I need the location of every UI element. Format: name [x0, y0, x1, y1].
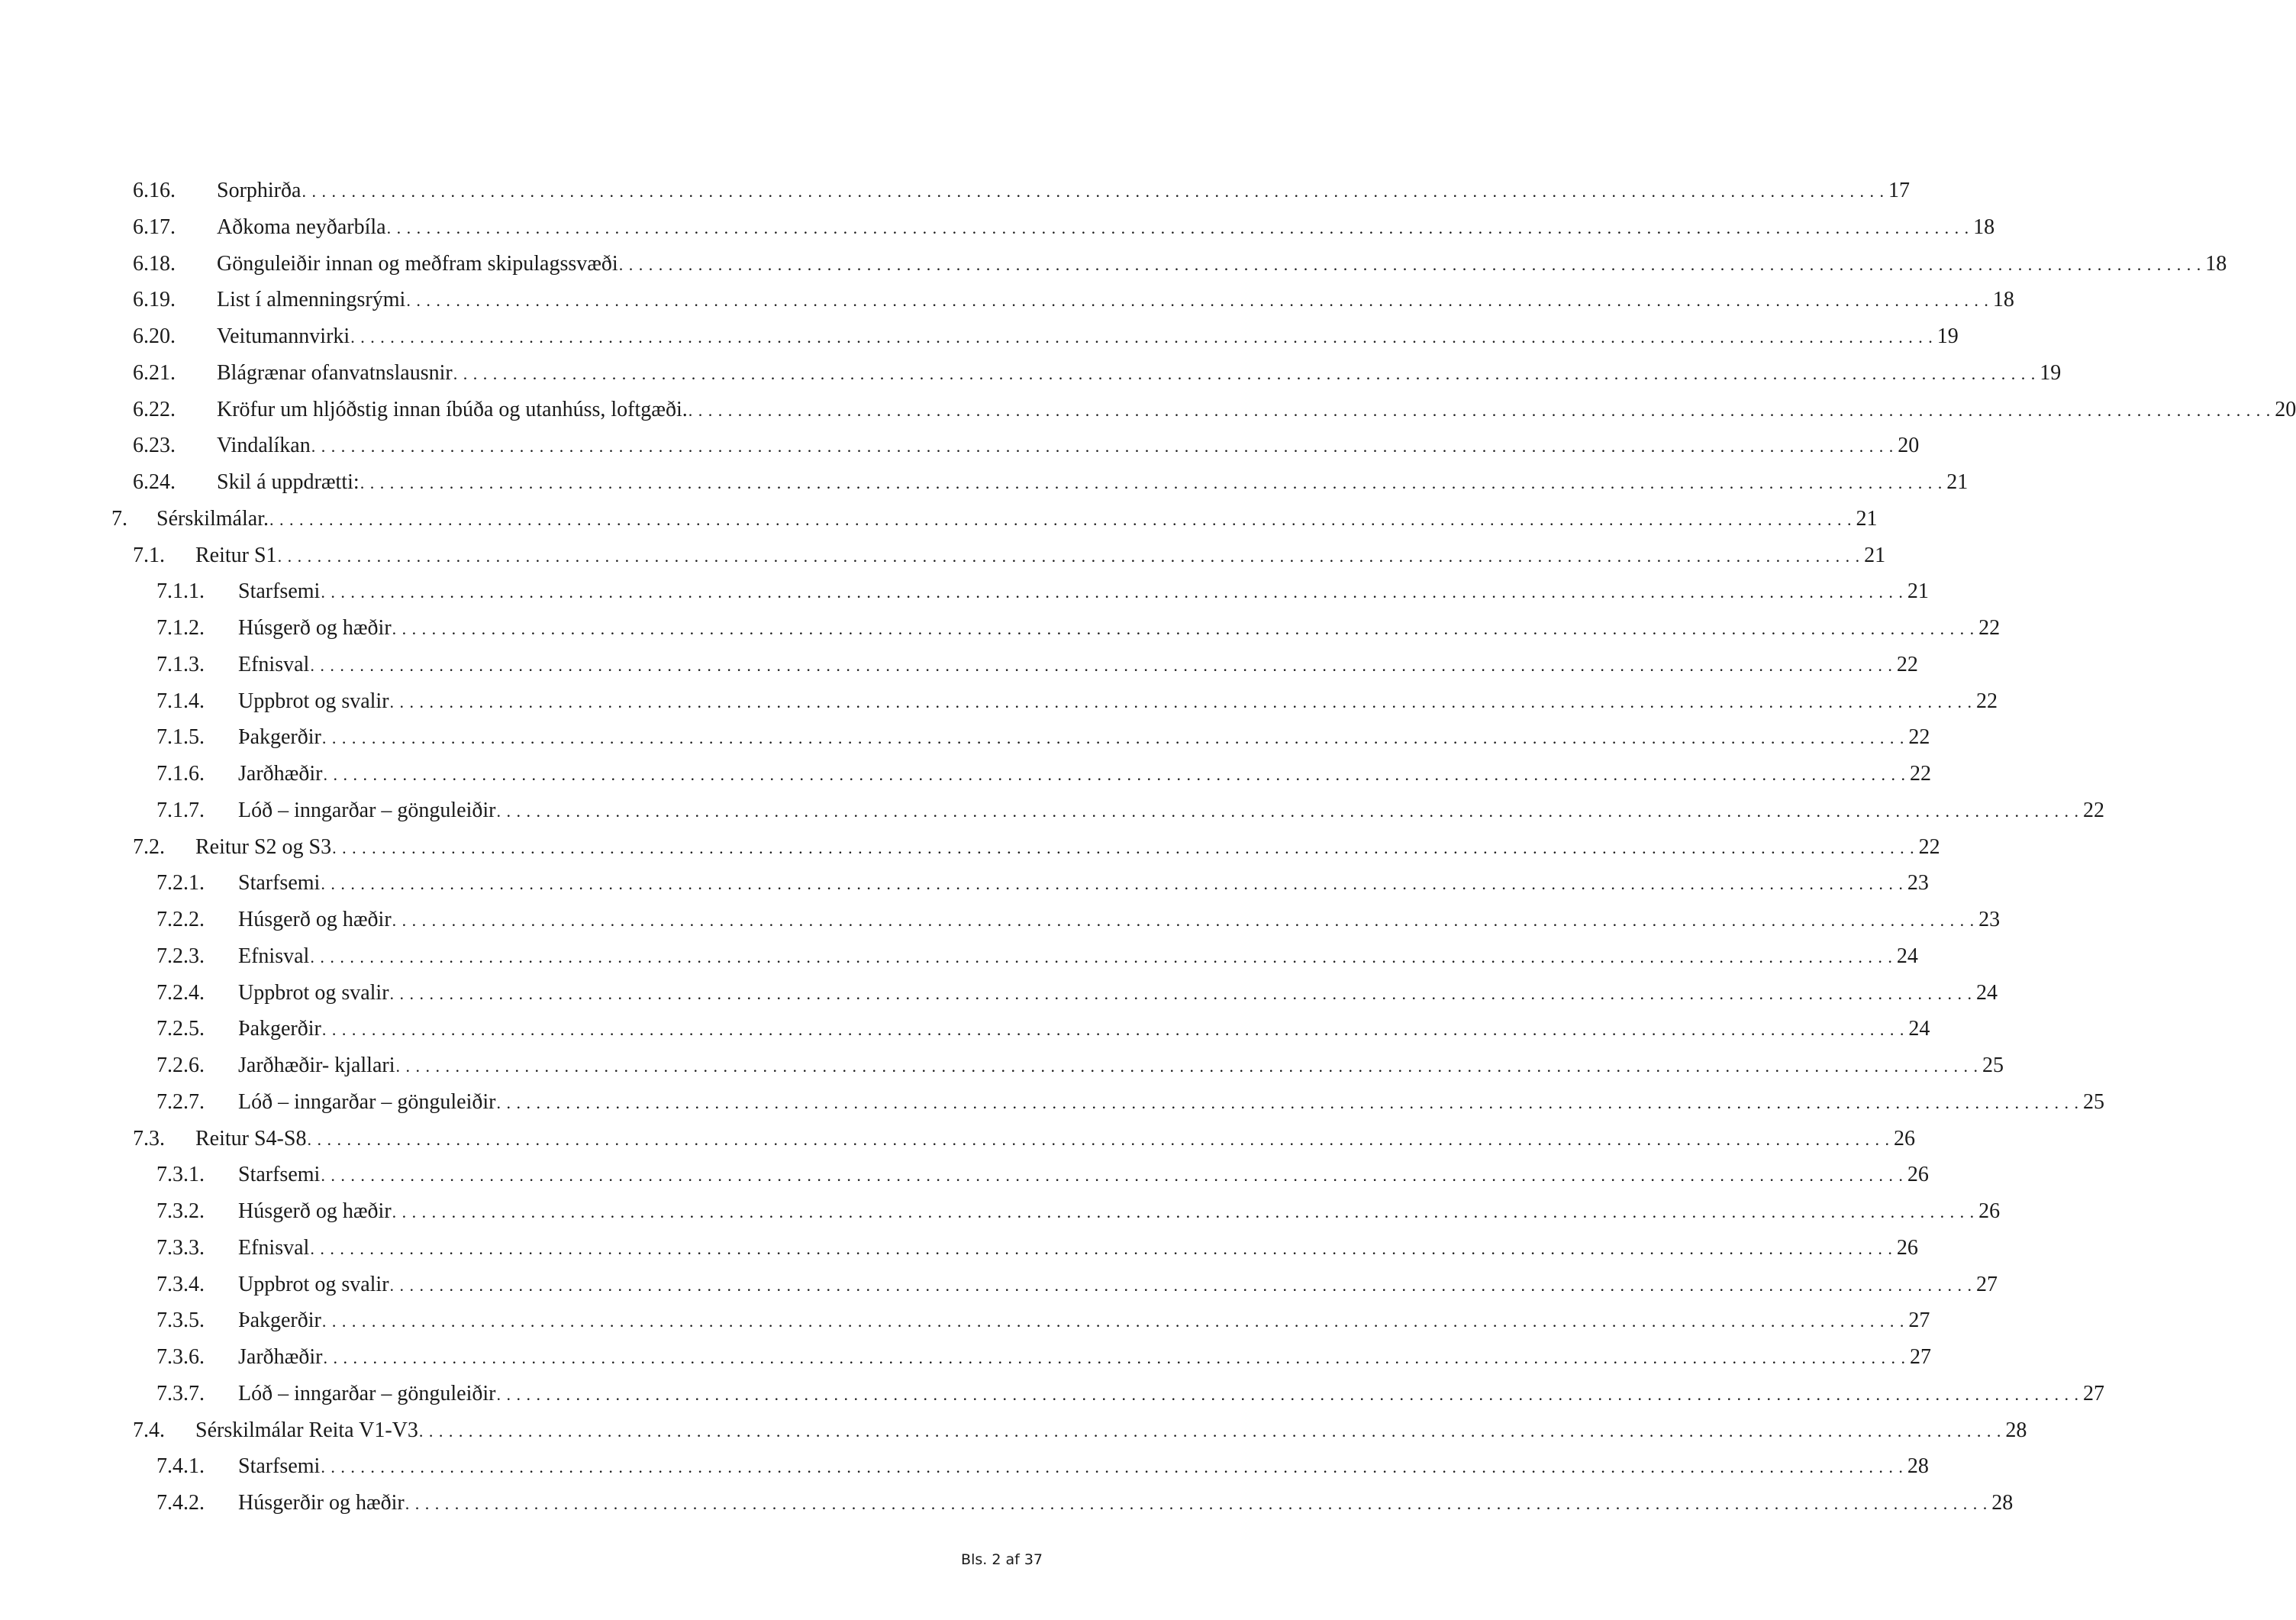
toc-dot-leader: . . . . . . . . . . . . . . . . . . . . . . . . . . . . . . . . . . . . . . . . . . . . . . . . . . . . . . . . . . . . . . . . . . . . . . . . . . . . . . . . . . . . . . . . . . . . . . . . . . . . . . . . . . . . . . . . . . . . . . . . . . . . . . . . . . . . . . . . . . . . . . . . . . . . . . . . . . . . . . . . — [392, 1202, 1975, 1221]
toc-entry[interactable] — [0, 1047, 2004, 1084]
toc-dot-leader: . . . . . . . . . . . . . . . . . . . . . . . . . . . . . . . . . . . . . . . . . . . . . . . . . . . . . . . . . . . . . . . . . . . . . . . . . . . . . . . . . . . . . . . . . . . . . . . . . . . . . . . . . . . . . . . . . . . . . . . . . . . . . . . . . . . . . . . . . . . . . . . . . . . . . . . . . . . . . . . . — [350, 328, 1933, 347]
toc-dot-leader: . . . . . . . . . . . . . . . . . . . . . . . . . . . . . . . . . . . . . . . . . . . . . . . . . . . . . . . . . . . . . . . . . . . . . . . . . . . . . . . . . . . . . . . . . . . . . . . . . . . . . . . . . . . . . . . . . . . . . . . . . . . . . . . . . . . . . . . . . . . . . . . . . . . . . . . . . . . . . . . . — [360, 473, 1943, 492]
toc-entry[interactable] — [0, 975, 1998, 1012]
toc-entry-page: 22 — [1896, 652, 1918, 676]
toc-entry-title: Gönguleiðir innan og meðfram skipulagssvæði — [217, 246, 618, 282]
toc-dot-leader: . . . . . . . . . . . . . . . . . . . . . . . . . . . . . . . . . . . . . . . . . . . . . . . . . . . . . . . . . . . . . . . . . . . . . . . . . . . . . . . . . . . . . . . . . . . . . . . . . . . . . . . . . . . . . . . . . . . . . . . . . . . . . . . . . . . . . . . . . . . . . . . . . . . . . . . . . . . . . . . . — [406, 291, 1989, 311]
toc-entry[interactable] — [0, 610, 2001, 647]
toc-entry[interactable] — [0, 1230, 1918, 1267]
toc-entry-page: 22 — [2082, 798, 2104, 822]
toc-dot-leader: . . . . . . . . . . . . . . . . . . . . . . . . . . . . . . . . . . . . . . . . . . . . . . . . . . . . . . . . . . . . . . . . . . . . . . . . . . . . . . . . . . . . . . . . . . . . . . . . . . . . . . . . . . . . . . . . . . . . . . . . . . . . . . . . . . . . . . . . . . . . . . . . . . . . . . . . . . . . . . . . — [405, 1494, 1988, 1513]
page-footer — [961, 1551, 1043, 1568]
toc-entry-title: Lóð – inngarðar – gönguleiðir — [238, 1084, 495, 1121]
toc-entry-page: 22 — [1976, 689, 1998, 713]
toc-entry-number: 7.1.4. — [156, 689, 205, 713]
toc-entry-title: Þakgerðir — [238, 719, 321, 756]
toc-entry-page: 22 — [1918, 834, 1940, 859]
toc-dot-leader: . . . . . . . . . . . . . . . . . . . . . . . . . . . . . . . . . . . . . . . . . . . . . . . . . . . . . . . . . . . . . . . . . . . . . . . . . . . . . . . . . . . . . . . . . . . . . . . . . . . . . . . . . . . . . . . . . . . . . . . . . . . . . . . . . . . . . . . . . . . . . . . . . . . . . . . . . . . . . . . . — [392, 619, 1975, 638]
toc-entry-number: 7.1.5. — [156, 725, 205, 750]
toc-entry-page: 26 — [1907, 1163, 1929, 1187]
page-number-label: Bls. 2 af 37 — [961, 1551, 1043, 1568]
toc-entry-page: 28 — [2005, 1418, 2027, 1442]
toc-entry[interactable] — [0, 792, 2104, 829]
toc-entry-page: 23 — [1978, 908, 2001, 931]
toc-entry-page: 18 — [2205, 251, 2227, 276]
toc-entry-number: 7.3.6. — [156, 1345, 205, 1369]
toc-entry-line — [217, 428, 1920, 465]
toc-entry-title: Húsgerð og hæðir — [238, 1193, 392, 1230]
toc-entry[interactable] — [0, 683, 1998, 720]
toc-entry[interactable] — [0, 428, 1920, 464]
toc-entry-page: 22 — [1978, 616, 2001, 640]
toc-entry[interactable] — [0, 756, 1931, 792]
toc-entry-line — [238, 1376, 2104, 1413]
toc-entry-title: Uppbrot og svalir — [238, 1267, 389, 1303]
toc-entry-line — [195, 829, 1940, 866]
toc-entry-title: Reitur S2 og S3 — [195, 829, 331, 866]
toc-entry-title: Starfsemi — [238, 573, 320, 610]
toc-entry-line — [238, 573, 1929, 611]
table-of-contents — [0, 173, 2296, 1522]
toc-entry-number: 7.1.6. — [156, 762, 205, 786]
toc-dot-leader: . . . . . . . . . . . . . . . . . . . . . . . . . . . . . . . . . . . . . . . . . . . . . . . . . . . . . . . . . . . . . . . . . . . . . . . . . . . . . . . . . . . . . . . . . . . . . . . . . . . . . . . . . . . . . . . . . . . . . . . . . . . . . . . . . . . . . . . . . . . . . . . . . . . . . . . . . . . . . . . . — [302, 182, 1885, 201]
toc-entry-line — [217, 173, 1910, 210]
toc-entry-title: Starfsemi — [238, 1157, 320, 1193]
toc-dot-leader: . . . . . . . . . . . . . . . . . . . . . . . . . . . . . . . . . . . . . . . . . . . . . . . . . . . . . . . . . . . . . . . . . . . . . . . . . . . . . . . . . . . . . . . . . . . . . . . . . . . . . . . . . . . . . . . . . . . . . . . . . . . . . . . . . . . . . . . . . . . . . . . . . . . . . . . . . . . . . . . . — [688, 400, 2272, 420]
toc-entry-line — [217, 355, 2062, 392]
toc-dot-leader: . . . . . . . . . . . . . . . . . . . . . . . . . . . . . . . . . . . . . . . . . . . . . . . . . . . . . . . . . . . . . . . . . . . . . . . . . . . . . . . . . . . . . . . . . . . . . . . . . . . . . . . . . . . . . . . . . . . . . . . . . . . . . . . . . . . . . . . . . . . . . . . . . . . . . . . . . . . . . . . . — [418, 1421, 2002, 1441]
toc-entry-title: Starfsemi — [238, 1448, 320, 1485]
toc-entry-title: Efnisval — [238, 647, 309, 683]
toc-entry-title: Sérskilmálar. — [156, 501, 269, 537]
toc-entry-line — [238, 1230, 1918, 1267]
toc-entry-title: Skil á uppdrætti: — [217, 464, 360, 501]
toc-dot-leader: . . . . . . . . . . . . . . . . . . . . . . . . . . . . . . . . . . . . . . . . . . . . . . . . . . . . . . . . . . . . . . . . . . . . . . . . . . . . . . . . . . . . . . . . . . . . . . . . . . . . . . . . . . . . . . . . . . . . . . . . . . . . . . . . . . . . . . . . . . . . . . . . . . . . . . . . . . . . . . . . — [321, 728, 1905, 748]
toc-entry[interactable] — [0, 573, 1929, 610]
toc-entry-number: 7.3.5. — [156, 1309, 205, 1333]
toc-entry[interactable] — [0, 1448, 1929, 1485]
toc-dot-leader: . . . . . . . . . . . . . . . . . . . . . . . . . . . . . . . . . . . . . . . . . . . . . . . . . . . . . . . . . . . . . . . . . . . . . . . . . . . . . . . . . . . . . . . . . . . . . . . . . . . . . . . . . . . . . . . . . . . . . . . . . . . . . . . . . . . . . . . . . . . . . . . . . . . . . . . . . . . . . . . . — [389, 1275, 1973, 1295]
toc-entry-line — [238, 1011, 1930, 1048]
toc-entry-page: 24 — [1976, 980, 1998, 1005]
toc-entry-page: 21 — [1864, 543, 1886, 567]
toc-entry-line — [238, 1339, 1931, 1376]
toc-entry[interactable] — [0, 318, 1959, 355]
toc-entry-number: 7.2.4. — [156, 980, 205, 1005]
toc-entry-number: 7.3.7. — [156, 1381, 205, 1405]
toc-entry[interactable] — [0, 865, 1929, 902]
toc-dot-leader: . . . . . . . . . . . . . . . . . . . . . . . . . . . . . . . . . . . . . . . . . . . . . . . . . . . . . . . . . . . . . . . . . . . . . . . . . . . . . . . . . . . . . . . . . . . . . . . . . . . . . . . . . . . . . . . . . . . . . . . . . . . . . . . . . . . . . . . . . . . . . . . . . . . . . . . . . . . . . . . . — [618, 254, 2202, 274]
toc-entry-number: 7.1.7. — [156, 798, 205, 822]
toc-entry-number: 7.2.1. — [156, 871, 205, 896]
toc-entry-number: 6.23. — [133, 434, 176, 458]
toc-entry-number: 6.21. — [133, 360, 176, 385]
toc-entry-page: 20 — [2275, 397, 2296, 421]
toc-entry-title: Efnisval — [238, 1230, 309, 1267]
toc-entry-page: 25 — [2082, 1089, 2104, 1114]
toc-entry-page: 27 — [1976, 1272, 1998, 1296]
toc-entry-page: 24 — [1908, 1017, 1930, 1041]
toc-entry-number: 7.4.1. — [156, 1454, 205, 1479]
toc-entry-line — [238, 1267, 1998, 1304]
toc-entry-title: Efnisval — [238, 938, 309, 975]
toc-entry-line — [238, 647, 1918, 684]
toc-entry-number: 6.19. — [133, 288, 176, 312]
toc-entry-title: Lóð – inngarðar – gönguleiðir — [238, 1376, 495, 1412]
toc-entry-line — [217, 246, 2227, 283]
toc-entry-page: 18 — [1973, 215, 1995, 239]
toc-entry-line — [238, 975, 1998, 1012]
toc-entry-page: 24 — [1896, 944, 1918, 968]
toc-entry-page: 21 — [1946, 470, 1969, 494]
toc-entry-title: Uppbrot og svalir — [238, 683, 389, 720]
toc-entry[interactable] — [0, 1339, 1931, 1376]
toc-entry-number: 7.2.5. — [156, 1017, 205, 1041]
toc-entry-line — [238, 1302, 1930, 1340]
toc-entry[interactable] — [0, 1376, 2104, 1412]
toc-entry-title: Vindalíkan — [217, 428, 311, 464]
toc-entry-page: 21 — [1856, 506, 1878, 531]
toc-dot-leader: . . . . . . . . . . . . . . . . . . . . . . . . . . . . . . . . . . . . . . . . . . . . . . . . . . . . . . . . . . . . . . . . . . . . . . . . . . . . . . . . . . . . . . . . . . . . . . . . . . . . . . . . . . . . . . . . . . . . . . . . . . . . . . . . . . . . . . . . . . . . . . . . . . . . . . . . . . . . . . . . — [496, 1384, 2079, 1404]
toc-dot-leader: . . . . . . . . . . . . . . . . . . . . . . . . . . . . . . . . . . . . . . . . . . . . . . . . . . . . . . . . . . . . . . . . . . . . . . . . . . . . . . . . . . . . . . . . . . . . . . . . . . . . . . . . . . . . . . . . . . . . . . . . . . . . . . . . . . . . . . . . . . . . . . . . . . . . . . . . . . . . . . . . — [321, 582, 1904, 602]
toc-entry-page: 23 — [1907, 871, 1929, 896]
toc-entry-page: 27 — [1908, 1309, 1930, 1333]
toc-entry[interactable] — [0, 902, 2001, 938]
toc-entry[interactable] — [0, 464, 1969, 501]
toc-dot-leader: . . . . . . . . . . . . . . . . . . . . . . . . . . . . . . . . . . . . . . . . . . . . . . . . . . . . . . . . . . . . . . . . . . . . . . . . . . . . . . . . . . . . . . . . . . . . . . . . . . . . . . . . . . . . . . . . . . . . . . . . . . . . . . . . . . . . . . . . . . . . . . . . . . . . . . . . . . . . . . . . — [395, 1057, 1978, 1076]
toc-entry-number: 7.4.2. — [156, 1491, 205, 1515]
toc-entry[interactable] — [0, 392, 2296, 428]
toc-entry[interactable] — [0, 719, 1930, 756]
toc-entry-number: 7.2. — [133, 834, 165, 859]
toc-entry[interactable] — [0, 1267, 1998, 1303]
toc-entry-line — [238, 938, 1918, 976]
toc-entry-line — [238, 1193, 2001, 1231]
toc-entry-title: Sérskilmálar Reita V1-V3 — [195, 1412, 418, 1449]
toc-entry-page: 22 — [1909, 762, 1931, 786]
toc-entry-number: 7.3.1. — [156, 1163, 205, 1187]
toc-entry-number: 7.1.3. — [156, 652, 205, 676]
toc-entry-number: 7.4. — [133, 1418, 165, 1442]
toc-dot-leader: . . . . . . . . . . . . . . . . . . . . . . . . . . . . . . . . . . . . . . . . . . . . . . . . . . . . . . . . . . . . . . . . . . . . . . . . . . . . . . . . . . . . . . . . . . . . . . . . . . . . . . . . . . . . . . . . . . . . . . . . . . . . . . . . . . . . . . . . . . . . . . . . . . . . . . . . . . . . . . . . — [323, 1348, 1906, 1367]
toc-entry-page: 27 — [1909, 1345, 1931, 1369]
toc-entry-number: 7.2.2. — [156, 908, 205, 931]
toc-entry[interactable] — [0, 1011, 1930, 1047]
toc-entry-title: Húsgerð og hæðir — [238, 902, 392, 938]
toc-entry-line — [195, 537, 1886, 575]
toc-entry-title: Sorphirða — [217, 173, 301, 209]
toc-entry[interactable] — [0, 1121, 1915, 1157]
toc-entry[interactable] — [0, 282, 2014, 318]
toc-entry[interactable] — [0, 1157, 1929, 1193]
toc-entry-line — [238, 1084, 2104, 1121]
toc-dot-leader: . . . . . . . . . . . . . . . . . . . . . . . . . . . . . . . . . . . . . . . . . . . . . . . . . . . . . . . . . . . . . . . . . . . . . . . . . . . . . . . . . . . . . . . . . . . . . . . . . . . . . . . . . . . . . . . . . . . . . . . . . . . . . . . . . . . . . . . . . . . . . . . . . . . . . . . . . . . . . . . . — [310, 1238, 1893, 1258]
toc-entry-title: Jarðhæðir- kjallari — [238, 1047, 395, 1084]
toc-entry-title: List í almenningsrými — [217, 282, 405, 318]
toc-entry[interactable] — [0, 246, 2227, 282]
toc-entry-line — [238, 1047, 2004, 1085]
toc-entry-title: Lóð – inngarðar – gönguleiðir — [238, 792, 495, 829]
toc-entry-line — [238, 1485, 2014, 1522]
toc-entry-number: 6.20. — [133, 324, 176, 348]
toc-entry[interactable] — [0, 1302, 1930, 1339]
toc-entry-line — [238, 683, 1998, 721]
toc-dot-leader: . . . . . . . . . . . . . . . . . . . . . . . . . . . . . . . . . . . . . . . . . . . . . . . . . . . . . . . . . . . . . . . . . . . . . . . . . . . . . . . . . . . . . . . . . . . . . . . . . . . . . . . . . . . . . . . . . . . . . . . . . . . . . . . . . . . . . . . . . . . . . . . . . . . . . . . . . . . . . . . . — [321, 1457, 1904, 1477]
toc-entry[interactable] — [0, 1193, 2001, 1230]
toc-entry-page: 21 — [1907, 579, 1929, 604]
toc-entry-line — [238, 902, 2001, 939]
toc-entry-page: 20 — [1898, 434, 1920, 458]
toc-entry-number: 7.1.1. — [156, 579, 205, 604]
toc-dot-leader: . . . . . . . . . . . . . . . . . . . . . . . . . . . . . . . . . . . . . . . . . . . . . . . . . . . . . . . . . . . . . . . . . . . . . . . . . . . . . . . . . . . . . . . . . . . . . . . . . . . . . . . . . . . . . . . . . . . . . . . . . . . . . . . . . . . . . . . . . . . . . . . . . . . . . . . . . . . . . . . . — [310, 655, 1893, 675]
toc-dot-leader: . . . . . . . . . . . . . . . . . . . . . . . . . . . . . . . . . . . . . . . . . . . . . . . . . . . . . . . . . . . . . . . . . . . . . . . . . . . . . . . . . . . . . . . . . . . . . . . . . . . . . . . . . . . . . . . . . . . . . . . . . . . . . . . . . . . . . . . . . . . . . . . . . . . . . . . . . . . . . . . . — [389, 983, 1973, 1003]
toc-entry-title: Reitur S4-S8 — [195, 1121, 306, 1157]
toc-entry-line — [217, 392, 2296, 429]
toc-entry-page: 28 — [1907, 1454, 1929, 1479]
toc-dot-leader: . . . . . . . . . . . . . . . . . . . . . . . . . . . . . . . . . . . . . . . . . . . . . . . . . . . . . . . . . . . . . . . . . . . . . . . . . . . . . . . . . . . . . . . . . . . . . . . . . . . . . . . . . . . . . . . . . . . . . . . . . . . . . . . . . . . . . . . . . . . . . . . . . . . . . . . . . . . . . . . . — [323, 765, 1906, 784]
toc-dot-leader: . . . . . . . . . . . . . . . . . . . . . . . . . . . . . . . . . . . . . . . . . . . . . . . . . . . . . . . . . . . . . . . . . . . . . . . . . . . . . . . . . . . . . . . . . . . . . . . . . . . . . . . . . . . . . . . . . . . . . . . . . . . . . . . . . . . . . . . . . . . . . . . . . . . . . . . . . . . . . . . . — [311, 437, 1895, 457]
toc-entry-line — [238, 610, 2001, 647]
toc-entry-number: 7.2.3. — [156, 944, 205, 968]
toc-entry[interactable] — [0, 501, 1878, 537]
toc-entry-number: 6.18. — [133, 251, 176, 276]
toc-entry-page: 25 — [1982, 1054, 2004, 1077]
toc-dot-leader: . . . . . . . . . . . . . . . . . . . . . . . . . . . . . . . . . . . . . . . . . . . . . . . . . . . . . . . . . . . . . . . . . . . . . . . . . . . . . . . . . . . . . . . . . . . . . . . . . . . . . . . . . . . . . . . . . . . . . . . . . . . . . . . . . . . . . . . . . . . . . . . . . . . . . . . . . . . . . . . . — [496, 801, 2079, 821]
toc-dot-leader: . . . . . . . . . . . . . . . . . . . . . . . . . . . . . . . . . . . . . . . . . . . . . . . . . . . . . . . . . . . . . . . . . . . . . . . . . . . . . . . . . . . . . . . . . . . . . . . . . . . . . . . . . . . . . . . . . . . . . . . . . . . . . . . . . . . . . . . . . . . . . . . . . . . . . . . . . . . . . . . . — [332, 837, 1915, 857]
toc-dot-leader: . . . . . . . . . . . . . . . . . . . . . . . . . . . . . . . . . . . . . . . . . . . . . . . . . . . . . . . . . . . . . . . . . . . . . . . . . . . . . . . . . . . . . . . . . . . . . . . . . . . . . . . . . . . . . . . . . . . . . . . . . . . . . . . . . . . . . . . . . . . . . . . . . . . . . . . . . . . . . . . . — [310, 947, 1893, 967]
toc-entry-page: 27 — [2082, 1381, 2104, 1405]
toc-entry-number: 7.3.4. — [156, 1272, 205, 1296]
toc-entry-line — [238, 719, 1930, 757]
toc-entry[interactable] — [0, 537, 1886, 574]
toc-entry[interactable] — [0, 355, 2062, 392]
toc-entry-line — [238, 865, 1929, 902]
toc-entry-page: 19 — [1936, 324, 1959, 348]
toc-entry-number: 7.1. — [133, 543, 165, 567]
toc-entry-title: Veitumannvirki — [217, 318, 350, 355]
toc-entry-title: Starfsemi — [238, 865, 320, 902]
toc-entry[interactable] — [0, 647, 1918, 683]
toc-dot-leader: . . . . . . . . . . . . . . . . . . . . . . . . . . . . . . . . . . . . . . . . . . . . . . . . . . . . . . . . . . . . . . . . . . . . . . . . . . . . . . . . . . . . . . . . . . . . . . . . . . . . . . . . . . . . . . . . . . . . . . . . . . . . . . . . . . . . . . . . . . . . . . . . . . . . . . . . . . . . . . . . — [277, 546, 1861, 566]
toc-entry-page: 19 — [2040, 360, 2062, 385]
toc-entry-line — [217, 464, 1969, 502]
toc-entry-title: Uppbrot og svalir — [238, 975, 389, 1012]
toc-entry-line — [238, 1157, 1929, 1194]
toc-entry-title: Húsgerðir og hæðir — [238, 1485, 405, 1522]
toc-entry-number: 6.24. — [133, 470, 176, 494]
toc-dot-leader: . . . . . . . . . . . . . . . . . . . . . . . . . . . . . . . . . . . . . . . . . . . . . . . . . . . . . . . . . . . . . . . . . . . . . . . . . . . . . . . . . . . . . . . . . . . . . . . . . . . . . . . . . . . . . . . . . . . . . . . . . . . . . . . . . . . . . . . . . . . . . . . . . . . . . . . . . . . . . . . . — [307, 1129, 1890, 1149]
toc-entry-number: 7.3.2. — [156, 1199, 205, 1223]
toc-entry[interactable] — [0, 1485, 2014, 1522]
toc-entry-line — [238, 756, 1931, 793]
toc-entry-line — [238, 792, 2104, 830]
toc-dot-leader: . . . . . . . . . . . . . . . . . . . . . . . . . . . . . . . . . . . . . . . . . . . . . . . . . . . . . . . . . . . . . . . . . . . . . . . . . . . . . . . . . . . . . . . . . . . . . . . . . . . . . . . . . . . . . . . . . . . . . . . . . . . . . . . . . . . . . . . . . . . . . . . . . . . . . . . . . . . . . . . . — [321, 1166, 1904, 1186]
toc-entry[interactable] — [0, 938, 1918, 975]
toc-entry-page: 26 — [1893, 1126, 1915, 1150]
toc-entry-number: 6.16. — [133, 179, 176, 202]
toc-entry[interactable] — [0, 1084, 2104, 1121]
toc-entry-number: 6.22. — [133, 397, 176, 421]
toc-dot-leader: . . . . . . . . . . . . . . . . . . . . . . . . . . . . . . . . . . . . . . . . . . . . . . . . . . . . . . . . . . . . . . . . . . . . . . . . . . . . . . . . . . . . . . . . . . . . . . . . . . . . . . . . . . . . . . . . . . . . . . . . . . . . . . . . . . . . . . . . . . . . . . . . . . . . . . . . . . . . . . . . — [321, 1020, 1905, 1040]
toc-dot-leader: . . . . . . . . . . . . . . . . . . . . . . . . . . . . . . . . . . . . . . . . . . . . . . . . . . . . . . . . . . . . . . . . . . . . . . . . . . . . . . . . . . . . . . . . . . . . . . . . . . . . . . . . . . . . . . . . . . . . . . . . . . . . . . . . . . . . . . . . . . . . . . . . . . . . . . . . . . . . . . . . — [321, 1312, 1905, 1331]
toc-entry-line — [195, 1121, 1915, 1158]
toc-dot-leader: . . . . . . . . . . . . . . . . . . . . . . . . . . . . . . . . . . . . . . . . . . . . . . . . . . . . . . . . . . . . . . . . . . . . . . . . . . . . . . . . . . . . . . . . . . . . . . . . . . . . . . . . . . . . . . . . . . . . . . . . . . . . . . . . . . . . . . . . . . . . . . . . . . . . . . . . . . . . . . . . — [386, 218, 1970, 237]
toc-entry-page: 26 — [1978, 1199, 2001, 1223]
toc-dot-leader: . . . . . . . . . . . . . . . . . . . . . . . . . . . . . . . . . . . . . . . . . . . . . . . . . . . . . . . . . . . . . . . . . . . . . . . . . . . . . . . . . . . . . . . . . . . . . . . . . . . . . . . . . . . . . . . . . . . . . . . . . . . . . . . . . . . . . . . . . . . . . . . . . . . . . . . . . . . . . . . . — [496, 1092, 2079, 1112]
toc-entry-title: Þakgerðir — [238, 1302, 321, 1339]
toc-entry-line — [217, 318, 1959, 356]
toc-entry[interactable] — [0, 829, 1940, 866]
toc-dot-leader: . . . . . . . . . . . . . . . . . . . . . . . . . . . . . . . . . . . . . . . . . . . . . . . . . . . . . . . . . . . . . . . . . . . . . . . . . . . . . . . . . . . . . . . . . . . . . . . . . . . . . . . . . . . . . . . . . . . . . . . . . . . . . . . . . . . . . . . . . . . . . . . . . . . . . . . . . . . . . . . . — [269, 509, 1853, 529]
toc-entry-title: Kröfur um hljóðstig innan íbúða og utanhúss, loftgæði. — [217, 392, 688, 428]
toc-entry-line — [156, 501, 1878, 538]
toc-entry-title: Jarðhæðir — [238, 1339, 322, 1376]
toc-entry-page: 26 — [1896, 1235, 1918, 1260]
toc-entry-line — [195, 1412, 2027, 1450]
toc-entry-number: 7.3. — [133, 1126, 165, 1150]
toc-entry-title: Reitur S1 — [195, 537, 277, 574]
toc-entry-page: 22 — [1908, 725, 1930, 750]
toc-entry-page: 17 — [1888, 179, 1910, 202]
toc-entry-line — [217, 209, 1995, 247]
toc-entry-number: 7.1.2. — [156, 616, 205, 640]
toc-entry-page: 28 — [1991, 1491, 2014, 1515]
toc-entry-page: 18 — [1992, 288, 2014, 312]
toc-entry-line — [217, 282, 2014, 319]
toc-dot-leader: . . . . . . . . . . . . . . . . . . . . . . . . . . . . . . . . . . . . . . . . . . . . . . . . . . . . . . . . . . . . . . . . . . . . . . . . . . . . . . . . . . . . . . . . . . . . . . . . . . . . . . . . . . . . . . . . . . . . . . . . . . . . . . . . . . . . . . . . . . . . . . . . . . . . . . . . . . . . . . . . — [389, 692, 1973, 712]
toc-entry-title: Húsgerð og hæðir — [238, 610, 392, 647]
toc-entry-title: Aðkoma neyðarbíla — [217, 209, 386, 246]
toc-entry-title: Blágrænar ofanvatnslausnir — [217, 355, 453, 392]
toc-entry-line — [238, 1448, 1929, 1486]
toc-entry-title: Þakgerðir — [238, 1011, 321, 1047]
toc-entry[interactable] — [0, 173, 1910, 209]
toc-entry-number: 7.2.6. — [156, 1054, 205, 1077]
toc-entry-number: 7. — [111, 506, 127, 531]
toc-entry[interactable] — [0, 1412, 2027, 1449]
toc-dot-leader: . . . . . . . . . . . . . . . . . . . . . . . . . . . . . . . . . . . . . . . . . . . . . . . . . . . . . . . . . . . . . . . . . . . . . . . . . . . . . . . . . . . . . . . . . . . . . . . . . . . . . . . . . . . . . . . . . . . . . . . . . . . . . . . . . . . . . . . . . . . . . . . . . . . . . . . . . . . . . . . . — [321, 874, 1904, 894]
toc-entry-title: Jarðhæðir — [238, 756, 322, 792]
toc-entry-number: 6.17. — [133, 215, 176, 239]
toc-entry-number: 7.2.7. — [156, 1089, 205, 1114]
toc-entry[interactable] — [0, 209, 1995, 246]
toc-entry-number: 7.3.3. — [156, 1235, 205, 1260]
toc-dot-leader: . . . . . . . . . . . . . . . . . . . . . . . . . . . . . . . . . . . . . . . . . . . . . . . . . . . . . . . . . . . . . . . . . . . . . . . . . . . . . . . . . . . . . . . . . . . . . . . . . . . . . . . . . . . . . . . . . . . . . . . . . . . . . . . . . . . . . . . . . . . . . . . . . . . . . . . . . . . . . . . . — [453, 363, 2036, 383]
toc-dot-leader: . . . . . . . . . . . . . . . . . . . . . . . . . . . . . . . . . . . . . . . . . . . . . . . . . . . . . . . . . . . . . . . . . . . . . . . . . . . . . . . . . . . . . . . . . . . . . . . . . . . . . . . . . . . . . . . . . . . . . . . . . . . . . . . . . . . . . . . . . . . . . . . . . . . . . . . . . . . . . . . . — [392, 911, 1975, 930]
